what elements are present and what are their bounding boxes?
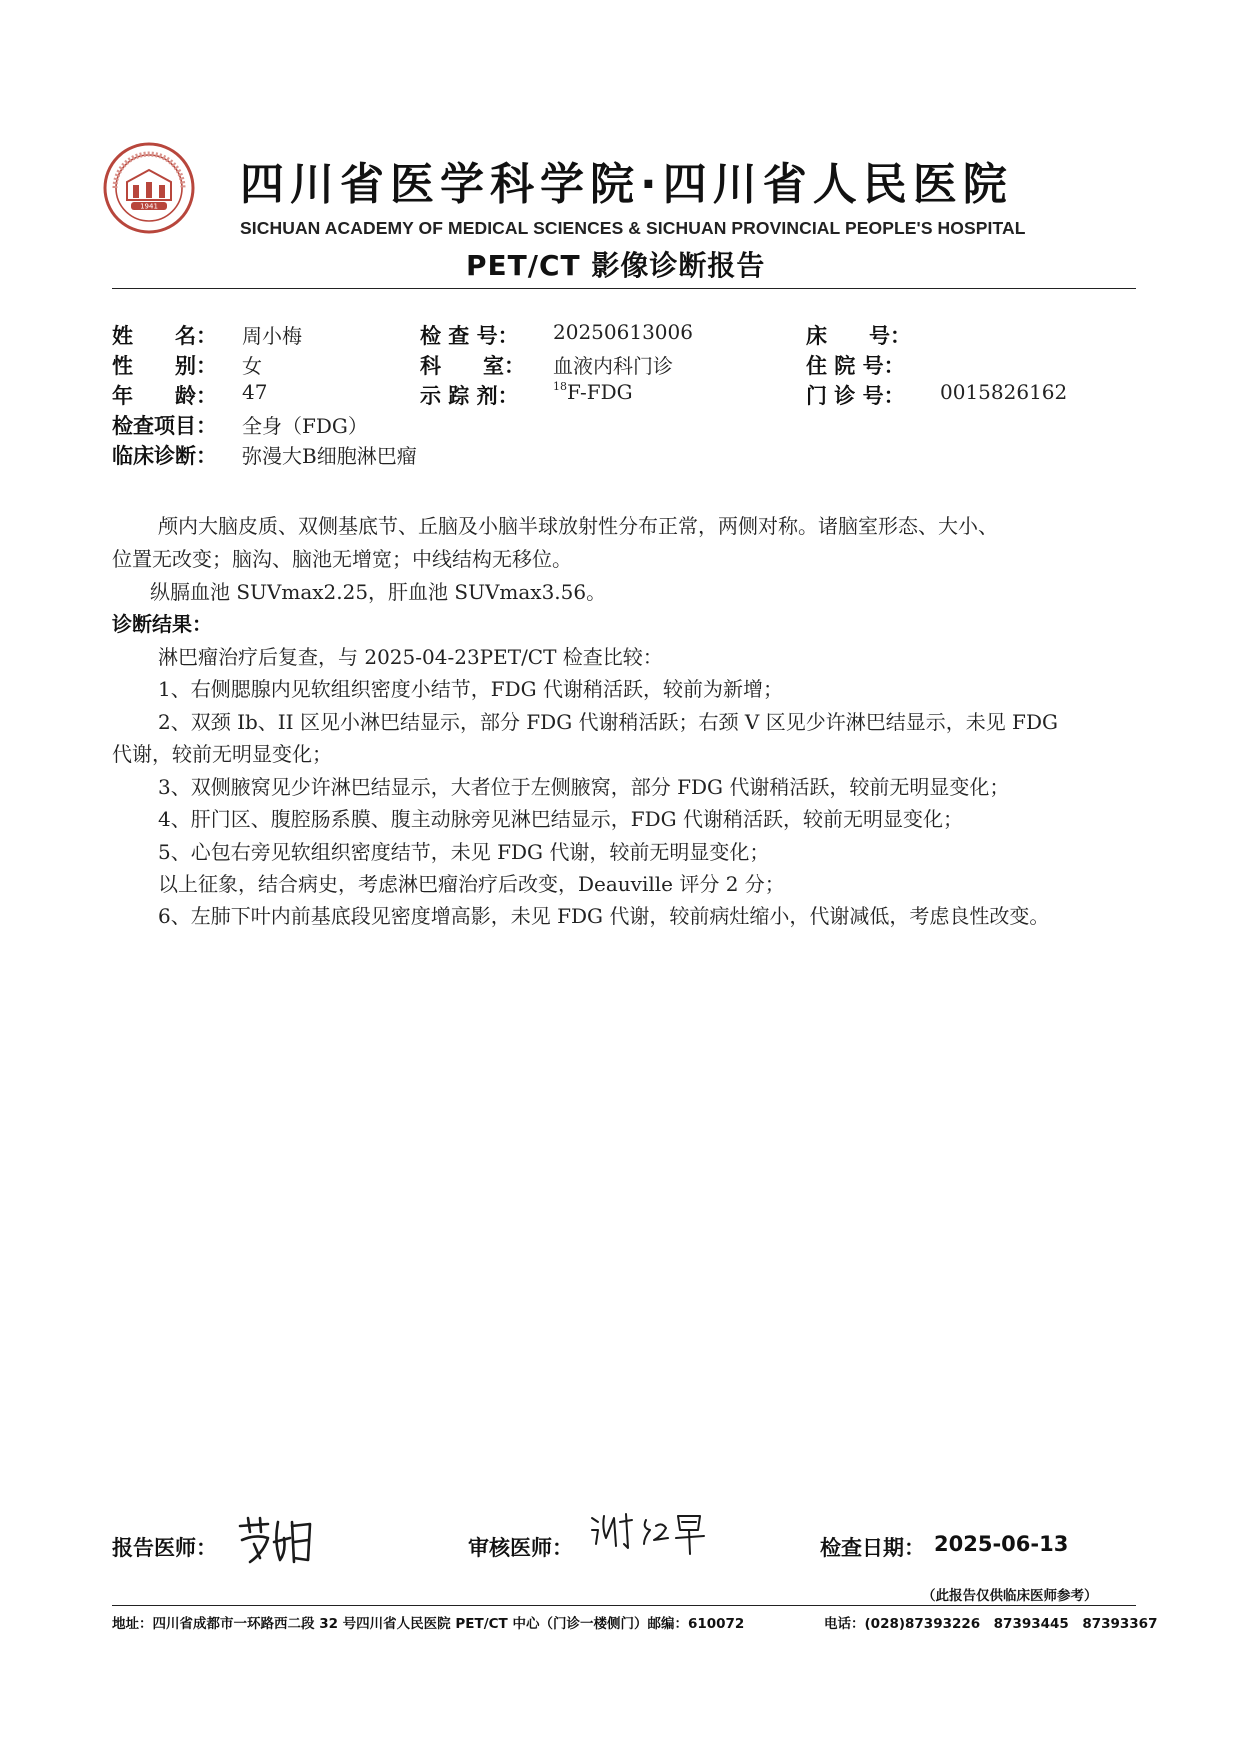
hospital-name-en: SICHUAN ACADEMY OF MEDICAL SCIENCES & SICHUAN PROVINCIAL PEOPLE'S HOSPITAL [240,218,1026,238]
reviewer-label: 审核医师： [468,1536,573,1560]
tracer-mass-number: 18 [553,380,567,393]
exam-date: 2025-06-13 [934,1532,1069,1556]
footer-divider [112,1605,1136,1606]
header-divider [112,288,1136,289]
diagnosis-item-5: 5、心包右旁见软组织密度结节，未见 FDG 代谢，较前无明显变化； [158,840,770,864]
address: 地址：四川省成都市一环路西二段 32 号四川省人民医院 PET/CT 中心（门诊一楼侧门）邮编：610072 [112,1616,745,1632]
diagnosis-summary: 以上征象，结合病史，考虑淋巴瘤治疗后改变，Deauville 评分 2 分； [158,872,785,896]
clinical-diagnosis-label: 临床诊断： [112,444,217,468]
diagnosis-item-2-line-2: 代谢，较前无明显变化； [112,742,332,766]
diagnosis-intro: 淋巴瘤治疗后复查，与 2025-04-23PET/CT 检查比较： [158,645,663,669]
phone: 电话：(028)87393226 87393445 87393367 [824,1616,1158,1632]
exam-date-label: 检查日期： [820,1536,925,1560]
findings-paragraph-2: 纵膈血池 SUVmax2.25，肝血池 SUVmax3.56。 [150,580,607,604]
diagnosis-item-6: 6、左肺下叶内前基底段见密度增高影，未见 FDG 代谢，较前病灶缩小，代谢减低，考虑良性改变。 [158,904,1050,928]
reference-note: （此报告仅供临床医师参考） [922,1588,1098,1604]
reporter-signature [234,1512,316,1568]
diagnosis-item-1: 1、右侧腮腺内见软组织密度小结节，FDG 代谢稍活跃，较前为新增； [158,677,783,701]
dept-label: 科 室： [420,354,525,378]
report-title: PET/CT 影像诊断报告 [466,249,766,282]
sex-label: 性 别： [112,354,217,378]
inpatient-label: 住 院 号： [806,354,905,378]
exam-no-label: 检 查 号： [420,324,519,348]
diagnosis-heading: 诊断结果： [112,612,212,636]
outpatient-no: 0015826162 [940,380,1068,404]
exam-no: 20250613006 [553,320,693,344]
outpatient-label: 门 诊 号： [806,384,905,408]
reviewer-signature [588,1508,708,1558]
hospital-name-cn: 四川省医学科学院·四川省人民医院 [240,159,1013,210]
patient-age: 47 [242,380,268,404]
patient-sex: 女 [242,354,262,378]
logo-year: 1941 [140,202,158,211]
findings-paragraph-1-line-1: 颅内大脑皮质、双侧基底节、丘脑及小脑半球放射性分布正常，两侧对称。诸脑室形态、大小、 [158,514,998,538]
tracer [553,380,633,404]
diagnosis-item-3: 3、双侧腋窝见少许淋巴结显示，大者位于左侧腋窝，部分 FDG 代谢稍活跃，较前无明显变化； [158,775,1010,799]
diagnosis-item-4: 4、肝门区、腹腔肠系膜、腹主动脉旁见淋巴结显示，FDG 代谢稍活跃，较前无明显变化； [158,807,963,831]
clinical-diagnosis: 弥漫大B细胞淋巴瘤 [242,444,417,468]
exam-item-label: 检查项目： [112,414,217,438]
reporter-label: 报告医师： [112,1536,217,1560]
department: 血液内科门诊 [553,354,673,378]
bed-label: 床 号： [806,324,911,348]
hospital-logo-seal [103,142,195,234]
diagnosis-item-2-line-1: 2、双颈 Ib、II 区见小淋巴结显示，部分 FDG 代谢稍活跃；右颈 V 区见少许淋巴结显示，未见 FDG [158,710,1058,734]
name-label: 姓 名： [112,324,217,348]
patient-name: 周小梅 [242,324,302,348]
findings-paragraph-1-line-2: 位置无改变；脑沟、脑池无增宽；中线结构无移位。 [112,547,572,571]
tracer-label: 示 踪 剂： [420,384,519,408]
exam-item: 全身（FDG） [242,414,368,438]
age-label: 年 龄： [112,384,217,408]
tracer-name: F-FDG [567,380,633,404]
